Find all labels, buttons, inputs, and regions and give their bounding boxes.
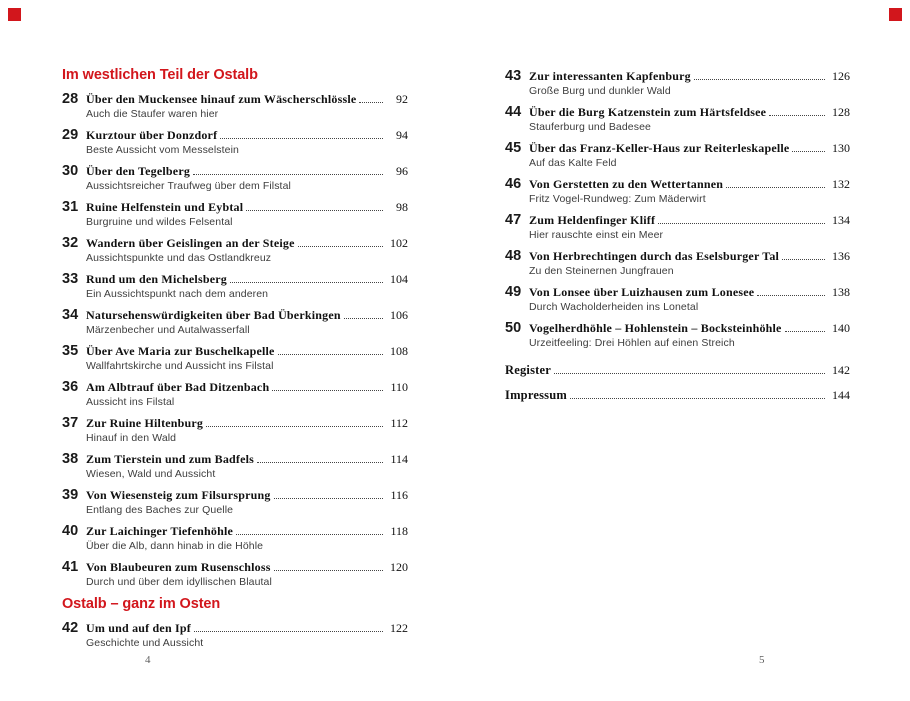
tour-subtitle: Urzeitfeeling: Drei Höhlen auf einen Streich	[529, 337, 735, 349]
dot-leader	[274, 497, 383, 499]
extra-page-number: 144	[832, 388, 850, 402]
toc-list-ostalb-east	[62, 620, 408, 649]
tour-title: Über das Franz-Keller-Haus zur Reiterleskapelle	[529, 141, 790, 155]
toc-entry	[62, 559, 408, 588]
dot-leader	[658, 222, 825, 224]
toc-extra-entry	[505, 362, 850, 378]
tour-page-number: 98	[396, 200, 408, 214]
tour-title: Von Wiesensteig zum Filsursprung	[86, 488, 271, 502]
toc-entry	[62, 127, 408, 156]
tour-title: Kurztour über Donzdorf	[86, 128, 218, 142]
tour-number: 41	[62, 559, 79, 575]
tour-number: 47	[505, 212, 522, 228]
tour-subtitle: Hier rauschte einst ein Meer	[529, 229, 664, 241]
toc-entry-row	[62, 523, 408, 539]
dot-leader	[236, 533, 383, 535]
tour-page-number: 112	[390, 416, 408, 430]
toc-entry-row	[505, 284, 850, 300]
tour-number: 37	[62, 415, 79, 431]
toc-entry	[505, 104, 850, 133]
dot-leader	[785, 330, 825, 332]
toc-entry	[62, 523, 408, 552]
tour-page-number: 140	[832, 321, 850, 335]
tour-number: 28	[62, 91, 79, 107]
tour-page-number: 106	[390, 308, 408, 322]
extra-page-number: 142	[832, 363, 850, 377]
tour-title: Von Blaubeuren zum Rusenschloss	[86, 560, 271, 574]
toc-entry	[62, 199, 408, 228]
tour-number: 45	[505, 140, 522, 156]
extra-label: Impressum	[505, 388, 567, 402]
toc-list-right	[505, 68, 850, 349]
folio-page-number-left: 4	[145, 654, 151, 666]
toc-entry	[505, 176, 850, 205]
dot-leader	[298, 245, 383, 247]
tour-page-number: 102	[390, 236, 408, 250]
tour-subtitle: Über die Alb, dann hinab in die Höhle	[86, 540, 264, 552]
tour-subtitle: Aussicht ins Filstal	[86, 396, 175, 408]
dot-leader	[757, 294, 825, 296]
tour-title: Über Ave Maria zur Buschelkapelle	[86, 344, 275, 358]
toc-entry-row	[62, 199, 408, 215]
toc-entry	[62, 271, 408, 300]
tour-page-number: 110	[390, 380, 408, 394]
tour-page-number: 104	[390, 272, 408, 286]
dot-leader	[570, 397, 825, 399]
tour-subtitle: Aussichtsreicher Traufweg über dem Filstal	[86, 180, 291, 192]
toc-list-west-ostalb	[62, 91, 408, 588]
tour-title: Um und auf den Ipf	[86, 621, 191, 635]
toc-entry	[505, 68, 850, 97]
toc-entry	[62, 343, 408, 372]
tour-page-number: 96	[396, 164, 408, 178]
toc-entry	[62, 235, 408, 264]
dot-leader	[782, 258, 825, 260]
toc-entry-row	[62, 127, 408, 143]
extra-label: Register	[505, 363, 552, 377]
tour-number: 35	[62, 343, 79, 359]
tour-subtitle: Fritz Vogel-Rundweg: Zum Mäderwirt	[529, 193, 706, 205]
tour-number: 40	[62, 523, 79, 539]
section-heading-west-ostalb: Im westlichen Teil der Ostalb	[62, 67, 258, 83]
toc-entry-row	[505, 176, 850, 192]
dot-leader	[769, 114, 825, 116]
tour-page-number: 118	[390, 524, 408, 538]
tour-title: Natursehenswürdigkeiten über Bad Überkingen	[86, 308, 341, 322]
toc-entry-row	[62, 487, 408, 503]
tour-number: 43	[505, 68, 522, 84]
toc-entry-row	[62, 307, 408, 323]
dot-leader	[694, 78, 825, 80]
toc-entry-row	[62, 379, 408, 395]
toc-entry	[505, 320, 850, 349]
tour-subtitle: Wallfahrtskirche und Aussicht ins Filstal	[86, 360, 274, 372]
tour-subtitle: Auf das Kalte Feld	[529, 157, 617, 169]
tour-page-number: 130	[832, 141, 850, 155]
tour-subtitle: Beste Aussicht vom Messelstein	[86, 144, 239, 156]
dot-leader	[554, 372, 825, 374]
folio-page-number-right: 5	[759, 654, 765, 666]
toc-extras-list	[505, 362, 850, 403]
toc-entry	[62, 487, 408, 516]
toc-extra-entry	[505, 387, 850, 403]
tour-page-number: 138	[832, 285, 850, 299]
tour-title: Von Gerstetten zu den Wettertannen	[529, 177, 724, 191]
toc-entry	[62, 620, 408, 649]
tour-subtitle: Wiesen, Wald und Aussicht	[86, 468, 216, 480]
dot-leader	[272, 389, 383, 391]
tour-title: Über den Tegelberg	[86, 164, 191, 178]
tour-subtitle: Geschichte und Aussicht	[86, 637, 204, 649]
tour-page-number: 94	[396, 128, 408, 142]
section-heading-ostalb-east: Ostalb – ganz im Osten	[62, 596, 221, 612]
tour-number: 30	[62, 163, 79, 179]
tour-number: 33	[62, 271, 79, 287]
dot-leader	[274, 569, 383, 571]
dot-leader	[344, 317, 383, 319]
tour-title: Ruine Helfenstein und Eybtal	[86, 200, 244, 214]
right-page-column	[505, 68, 850, 412]
tour-page-number: 136	[832, 249, 850, 263]
tour-title: Zur Laichinger Tiefenhöhle	[86, 524, 234, 538]
tour-subtitle: Große Burg und dunkler Wald	[529, 85, 671, 97]
toc-entry-row	[62, 559, 408, 575]
tour-subtitle: Burgruine und wildes Felsental	[86, 216, 233, 228]
tour-number: 31	[62, 199, 79, 215]
toc-entry-row	[62, 451, 408, 467]
tour-number: 34	[62, 307, 79, 323]
toc-entry-row	[62, 271, 408, 287]
tour-page-number: 126	[832, 69, 850, 83]
tour-page-number: 132	[832, 177, 850, 191]
tour-number: 39	[62, 487, 79, 503]
left-page-column	[62, 66, 408, 656]
tour-page-number: 120	[390, 560, 408, 574]
tour-page-number: 116	[390, 488, 408, 502]
tour-page-number: 134	[832, 213, 850, 227]
tour-title: Von Herbrechtingen durch das Eselsburger Tal	[529, 249, 780, 263]
tour-subtitle: Auch die Staufer waren hier	[86, 108, 219, 120]
toc-entry-row	[505, 140, 850, 156]
tour-page-number: 108	[390, 344, 408, 358]
toc-entry	[505, 284, 850, 313]
toc-entry-row	[505, 212, 850, 228]
dot-leader	[206, 425, 383, 427]
toc-entry	[62, 415, 408, 444]
dot-leader	[359, 101, 383, 103]
toc-entry	[62, 307, 408, 336]
tour-number: 32	[62, 235, 79, 251]
toc-entry	[62, 379, 408, 408]
red-corner-tab-right	[889, 8, 902, 21]
tour-number: 50	[505, 320, 522, 336]
tour-title: Über den Muckensee hinauf zum Wäscherschlössle	[86, 92, 357, 106]
dot-leader	[278, 353, 383, 355]
dot-leader	[194, 630, 383, 632]
tour-title: Zur Ruine Hiltenburg	[86, 416, 204, 430]
dot-leader	[257, 461, 383, 463]
dot-leader	[726, 186, 825, 188]
tour-number: 42	[62, 620, 79, 636]
dot-leader	[193, 173, 383, 175]
tour-title: Wandern über Geislingen an der Steige	[86, 236, 295, 250]
tour-page-number: 92	[396, 92, 408, 106]
toc-entry-row	[62, 415, 408, 431]
tour-title: Rund um den Michelsberg	[86, 272, 227, 286]
toc-entry-row	[505, 104, 850, 120]
tour-page-number: 114	[390, 452, 408, 466]
toc-entry-row	[62, 163, 408, 179]
toc-entry-row	[505, 68, 850, 84]
toc-entry	[505, 140, 850, 169]
tour-title: Zum Tierstein und zum Badfels	[86, 452, 255, 466]
tour-number: 48	[505, 248, 522, 264]
toc-entry	[62, 163, 408, 192]
tour-subtitle: Zu den Steinernen Jungfrauen	[529, 265, 674, 277]
toc-entry-row	[62, 620, 408, 636]
toc-entry-row	[62, 343, 408, 359]
dot-leader	[230, 281, 383, 283]
toc-entry	[505, 248, 850, 277]
tour-subtitle: Entlang des Baches zur Quelle	[86, 504, 234, 516]
tour-number: 38	[62, 451, 79, 467]
tour-title: Vogelherdhöhle – Hohlenstein – Bocksteinhöhle	[529, 321, 782, 335]
dot-leader	[246, 209, 383, 211]
tour-number: 44	[505, 104, 522, 120]
tour-title: Von Lonsee über Luizhausen zum Lonesee	[529, 285, 755, 299]
tour-number: 29	[62, 127, 79, 143]
toc-entry	[505, 212, 850, 241]
tour-subtitle: Ein Aussichtspunkt nach dem anderen	[86, 288, 269, 300]
tour-number: 46	[505, 176, 522, 192]
tour-subtitle: Aussichtspunkte und das Ostlandkreuz	[86, 252, 272, 264]
tour-number: 36	[62, 379, 79, 395]
tour-page-number: 128	[832, 105, 850, 119]
toc-entry-row	[62, 91, 408, 107]
toc-entry-row	[62, 235, 408, 251]
tour-subtitle: Durch Wacholderheiden ins Lonetal	[529, 301, 699, 313]
tour-subtitle: Durch und über dem idyllischen Blautal	[86, 576, 272, 588]
tour-title: Über die Burg Katzenstein zum Härtsfeldsee	[529, 105, 767, 119]
tour-subtitle: Stauferburg und Badesee	[529, 121, 651, 133]
dot-leader	[220, 137, 383, 139]
tour-title: Zum Heldenfinger Kliff	[529, 213, 656, 227]
tour-subtitle: Hinauf in den Wald	[86, 432, 177, 444]
toc-entry-row	[505, 320, 850, 336]
tour-subtitle: Märzenbecher und Autalwasserfall	[86, 324, 250, 336]
tour-title: Zur interessanten Kapfenburg	[529, 69, 691, 83]
tour-title: Am Albtrauf über Bad Ditzenbach	[86, 380, 270, 394]
tour-number: 49	[505, 284, 522, 300]
red-corner-tab-left	[8, 8, 21, 21]
toc-entry	[62, 451, 408, 480]
dot-leader	[792, 150, 825, 152]
toc-entry	[62, 91, 408, 120]
tour-page-number: 122	[390, 621, 408, 635]
toc-entry-row	[505, 248, 850, 264]
